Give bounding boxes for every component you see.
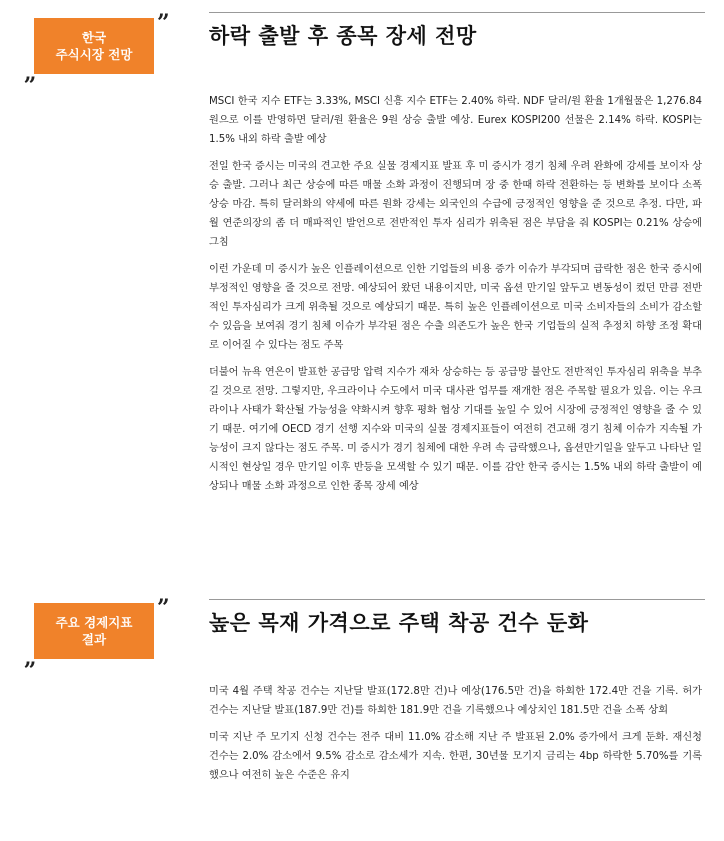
paragraph: 미국 지난 주 모기지 신청 건수는 전주 대비 11.0% 감소해 지난 주 발표된 2.0% 증가에서 크게 둔화. 재신청 건수는 2.0% 감소에서 9.5% 감소로 감소세가 지속. 한편, 30년물 모기지 금리는 4bp 하락한 5.70%를 기록했으나 여전히 높은 수준은 유지 (209, 732, 702, 781)
section-tag-line: 결과 (81, 632, 107, 647)
section-header (209, 12, 705, 51)
section-header (209, 599, 705, 638)
paragraph: 전일 한국 증시는 미국의 견고한 주요 실물 경제지표 발표 후 미 증시가 경기 침체 우려 완화에 강세를 보이자 상승 출발. 그러나 최근 상승에 따른 매물 소화 과정이 진행되며 장 중 한때 하락 전환하는 등 변화를 보이다 소폭 상승 마감. 특히 달러화의 약세에 따른 원화 강세는 외국인의 수급에 긍정적인 영향을 준 것으로 추정. 다만, 파월 연준의장의 좀 더 매파적인 발언으로 전반적인 투자 심리가 위축된 점은 부담을 줘 KOSPI는 0.21% 상승에 그침 (209, 161, 702, 248)
section-tag-line: 주요 경제지표 (55, 615, 133, 630)
section-tag-line: 주식시장 전망 (55, 47, 133, 62)
section-body (209, 682, 702, 793)
section-tag-box (34, 18, 154, 74)
section-tag (24, 10, 170, 86)
section-tag-line: 한국 (81, 30, 107, 45)
opening-quote-mark: „ (24, 60, 37, 86)
opening-quote-mark: „ (24, 645, 37, 671)
closing-quote-mark: ” (157, 10, 170, 36)
section-title: 하락 출발 후 종목 장세 전망 (209, 24, 477, 48)
section-tag-box (34, 603, 154, 659)
section-tag (24, 595, 170, 671)
section-body (209, 92, 702, 504)
paragraph: 미국 4월 주택 착공 건수는 지난달 발표(172.8만 건)나 예상(176.5만 건)을 하회한 172.4만 건을 기록. 허가 건수는 지난달 발표(187.9만 건)를 하회한 181.9만 건을 기록했으나 예상치인 181.5만 건을 소폭 상회 (209, 686, 702, 716)
section-title: 높은 목재 가격으로 주택 착공 건수 둔화 (209, 611, 589, 635)
closing-quote-mark: ” (157, 595, 170, 621)
paragraph: 이런 가운데 미 증시가 높은 인플레이션으로 인한 기업들의 비용 증가 이슈가 부각되며 급락한 점은 한국 증시에 부정적인 영향을 줄 것으로 전망. 예상되어 왔던 내용이지만, 미국 옵션 만기일 앞두고 변동성이 컸던 만큼 전반적인 투자심리가 크게 위축될 것으로 예상되기 때문. 특히 높은 인플레이션으로 미국 소비자들의 소비가 감소할 수 있음을 보여줘 경기 침체 이슈가 부각된 점은 수출 의존도가 높은 한국 기업들의 실적 추정치 하향 조정 확대로 이어질 수 있다는 점도 주목 (209, 264, 702, 351)
paragraph: 더불어 뉴욕 연은이 발표한 공급망 압력 지수가 재차 상승하는 등 공급망 불안도 전반적인 투자심리 위축을 부추길 것으로 전망. 그렇지만, 우크라이나 수도에서 미국 대사관 업무를 재개한 점은 주목할 필요가 있음. 이는 우크라이나 사태가 확산될 가능성을 약화시켜 향후 평화 협상 기대를 높일 수 있어 시장에 긍정적인 영향을 줄 수 있기 때문. 여기에 OECD 경기 선행 지수와 미국의 실물 경제지표들이 여전히 견고해 경기 침체 이슈가 지속될 가능성이 크지 않다는 점도 주목. 미 증시가 경기 침체에 대한 우려 속 급락했으나, 옵션만기일을 앞두고 나타난 일시적인 현상일 경우 만기일 이후 반등을 모색할 수 있기 때문. 이를 감안 한국 증시는 1.5% 내외 하락 출발이 예상되나 매물 소화 과정으로 인한 종목 장세 예상 (209, 367, 702, 492)
paragraph: MSCI 한국 지수 ETF는 3.33%, MSCI 신흥 지수 ETF는 2.40% 하락. NDF 달러/원 환율 1개월물은 1,276.84원으로 이를 반영하면 달러/원 환율은 9원 상승 출발 예상. Eurex KOSPI200 선물은 2.14% 하락. KOSPI는 1.5% 내외 하락 출발 예상 (209, 96, 702, 145)
